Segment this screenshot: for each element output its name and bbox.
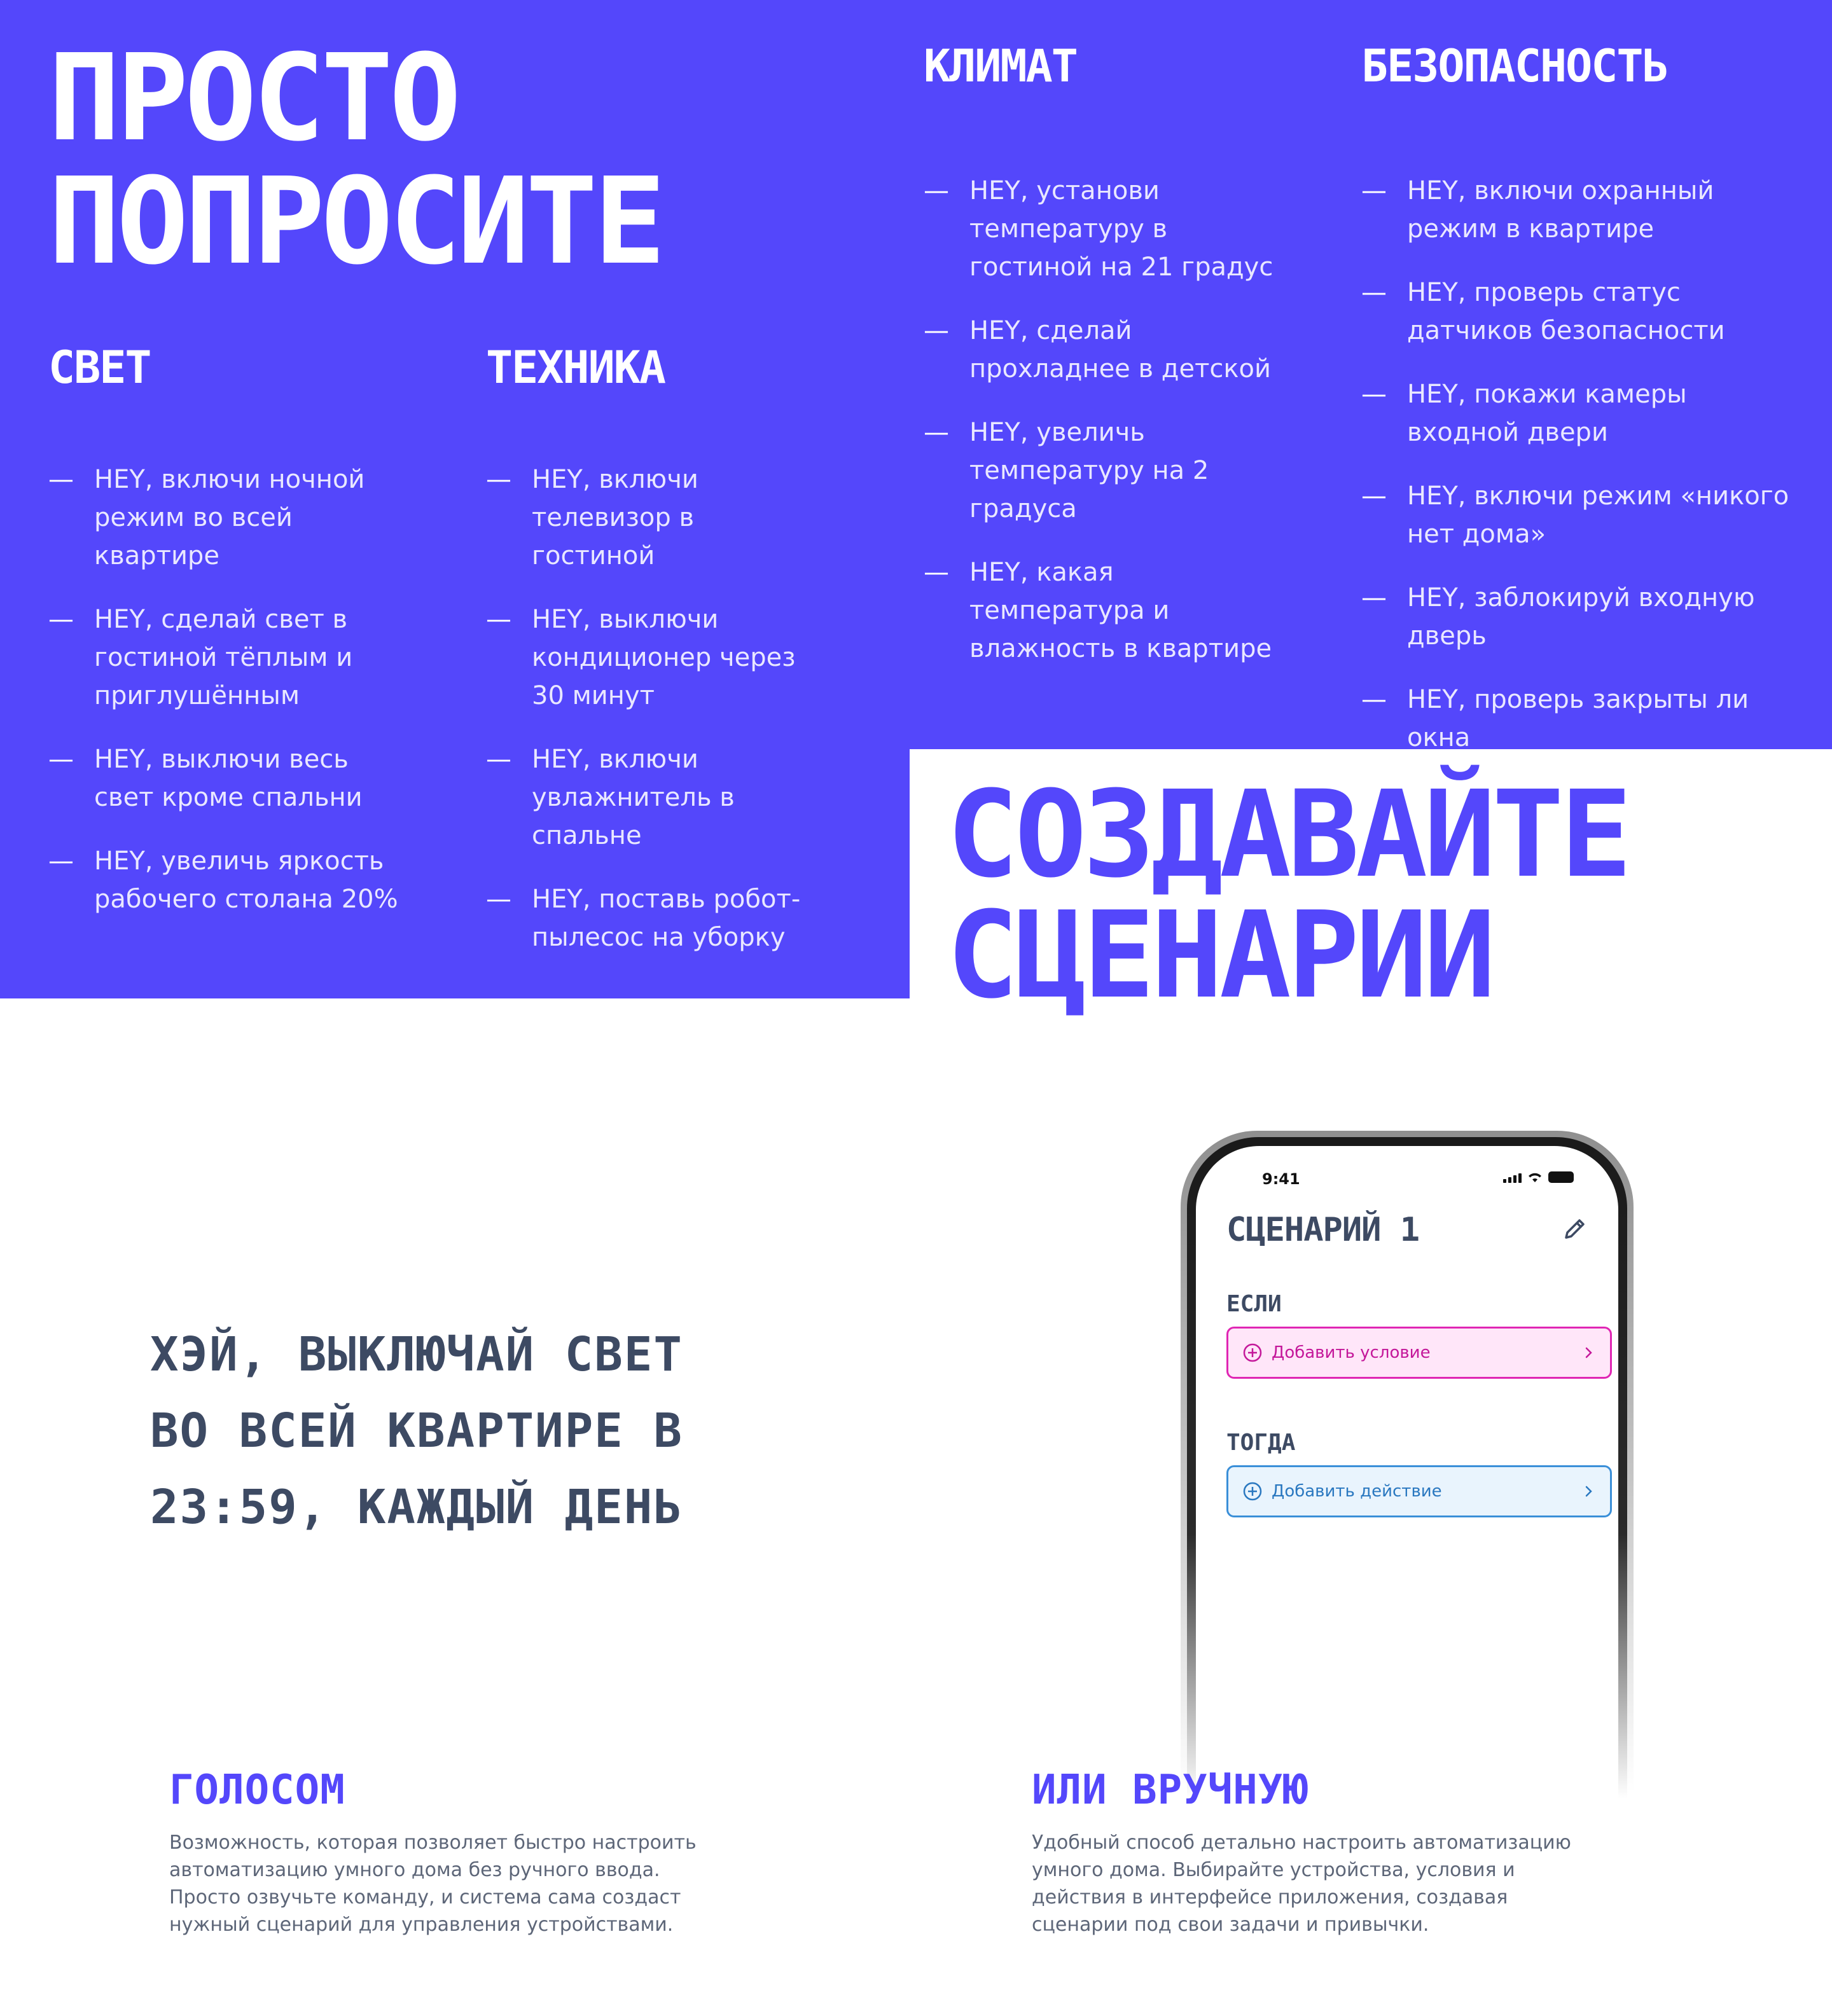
- command-item: — HEY, сделай прохладнее в детской: [924, 316, 1271, 383]
- command-list: [924, 172, 1280, 668]
- command-list: [486, 460, 804, 956]
- category-title: ТЕХНИКА: [486, 342, 665, 394]
- voice-command-line: ВО ВСЕЙ КВАРТИРЕ В: [150, 1404, 683, 1458]
- command-item: — HEY, включи охранный режим в квартире: [1361, 176, 1714, 244]
- add-condition-label: Добавить условие: [1272, 1343, 1431, 1362]
- command-item: — HEY, установи температуру в гостиной на 21 градус: [924, 176, 1273, 282]
- command-item: — HEY, проверь закрыты ли окна: [1361, 685, 1749, 752]
- plus-circle-icon: [1242, 1343, 1263, 1363]
- method-manual: [1032, 1768, 1579, 1938]
- scenarios-title-line1: СОЗДАВАЙТЕ: [947, 765, 1628, 904]
- command-list: [48, 460, 405, 918]
- voice-command-line: 23:59, КАЖДЫЙ ДЕНЬ: [150, 1480, 683, 1535]
- wifi-icon: [1527, 1171, 1543, 1183]
- method-description: Возможность, которая позволяет быстро настроить автоматизацию умного дома без ручного ввода. Просто озвучьте команду, и система сама создаст нужный сценарий для управления устройствами.: [169, 1832, 697, 1936]
- plus-circle-icon: [1242, 1481, 1263, 1502]
- battery-icon: [1548, 1171, 1574, 1183]
- add-condition-button[interactable]: [1226, 1327, 1612, 1379]
- command-item: — HEY, включи режим «никого нет дома»: [1361, 481, 1789, 549]
- category-climate: [924, 41, 1280, 693]
- command-item: — HEY, покажи камеры входной двери: [1361, 380, 1687, 447]
- category-appliances: [486, 342, 804, 982]
- hero-title-line1: ПРОСТО: [48, 29, 458, 168]
- category-title: КЛИМАТ: [924, 40, 1077, 92]
- voice-command-example: [150, 1316, 683, 1545]
- scenarios-title: [947, 765, 1628, 1025]
- add-action-button[interactable]: [1226, 1465, 1612, 1517]
- method-description: Удобный способ детально настроить автоматизацию умного дома. Выбирайте устройства, условия и действия в интерфейсе приложения, создавая сценарии под свои задачи и привычки.: [1032, 1832, 1571, 1936]
- command-item: — HEY, увеличь температуру на 2 градуса: [924, 418, 1209, 523]
- command-item: — HEY, проверь статус датчиков безопасности: [1361, 278, 1725, 345]
- category-light: [48, 342, 405, 944]
- command-item: — HEY, включи увлажнитель в спальне: [486, 745, 735, 850]
- chevron-right-icon: [1581, 1345, 1596, 1360]
- signal-icon: [1503, 1173, 1522, 1183]
- command-item: — HEY, заблокируй входную дверь: [1361, 583, 1755, 651]
- pencil-icon[interactable]: [1561, 1215, 1589, 1243]
- scenario-title: СЦЕНАРИЙ 1: [1226, 1211, 1420, 1249]
- command-item: — HEY, сделай свет в гостиной тёплым и приглушённым: [48, 605, 353, 710]
- hero-title-line2: ПОПРОСИТЕ: [48, 152, 662, 291]
- category-title: БЕЗОПАСНОСТЬ: [1361, 40, 1668, 92]
- command-item: — HEY, включи телевизор в гостиной: [486, 465, 698, 570]
- then-label: ТОГДА: [1226, 1430, 1296, 1456]
- status-icons: [1503, 1171, 1574, 1183]
- if-label: ЕСЛИ: [1226, 1291, 1282, 1317]
- command-item: — HEY, увеличь яркость рабочего столана 20%: [48, 846, 398, 914]
- method-title: ИЛИ ВРУЧНУЮ: [1032, 1767, 1308, 1814]
- command-item: — HEY, выключи весь свет кроме спальни: [48, 745, 363, 812]
- method-title: ГОЛОСОМ: [169, 1767, 345, 1814]
- command-item: — HEY, включи ночной режим во всей квартире: [48, 465, 365, 570]
- command-item: — HEY, какая температура и влажность в квартире: [924, 558, 1272, 663]
- hero-title: [48, 29, 662, 291]
- phone-bezel: [1187, 1137, 1627, 1799]
- command-item: — HEY, выключи кондиционер через 30 минут: [486, 605, 796, 710]
- category-title: СВЕТ: [48, 342, 151, 394]
- phone-screen: [1196, 1146, 1618, 1801]
- command-item: — HEY, поставь робот-пылесос на уборку: [486, 885, 801, 952]
- method-voice: [169, 1768, 716, 1938]
- command-list: [1361, 172, 1794, 757]
- scenarios-title-line2: СЦЕНАРИИ: [947, 886, 1492, 1025]
- voice-command-line: ХЭЙ, ВЫКЛЮЧАЙ СВЕТ: [150, 1327, 683, 1382]
- add-action-label: Добавить действие: [1272, 1482, 1442, 1501]
- status-time: 9:41: [1262, 1170, 1300, 1188]
- phone-mockup: [1181, 1131, 1634, 1792]
- chevron-right-icon: [1581, 1484, 1596, 1499]
- category-security: [1361, 41, 1794, 782]
